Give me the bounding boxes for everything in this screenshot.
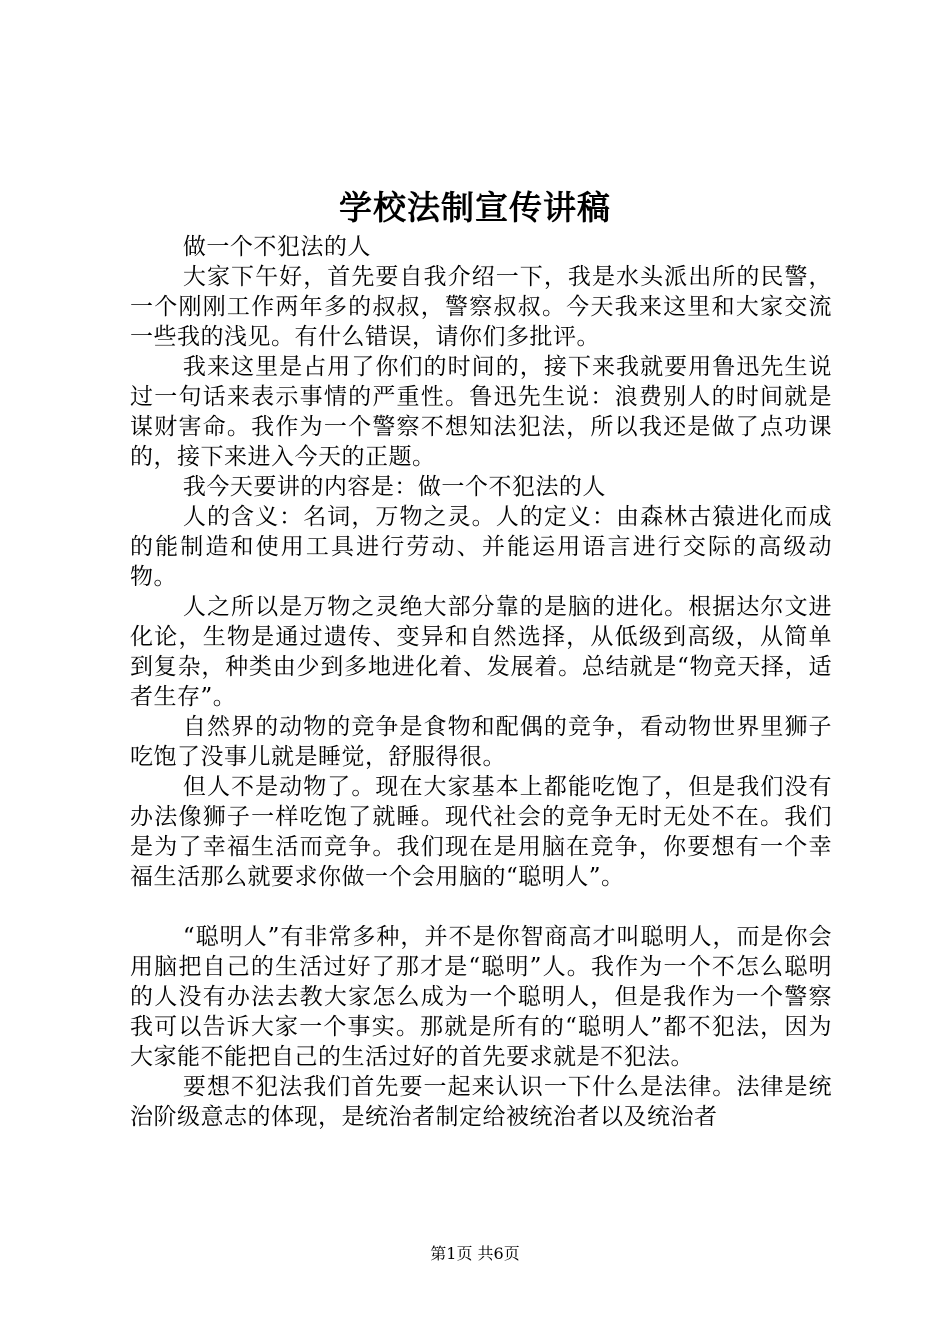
document-body xyxy=(130,232,832,1132)
paragraph: 但人不是动物了。现在大家基本上都能吃饱了，但是我们没有办法像狮子一样吃饱了就睡。现代社会的竞争无时无处不在。我们是为了幸福生活而竞争。我们现在是用脑在竞争，你要想有一个幸福生活那么就要求你做一个会用脑的“聪明人”。 xyxy=(130,774,832,890)
paragraph: “聪明人”有非常多种，并不是你智商高才叫聪明人，而是你会用脑把自己的生活过好了那才是“聪明”人。我作为一个不怎么聪明的人没有办法去教大家怎么成为一个聪明人，但是我作为一个警察我可以告诉大家一个事实。那就是所有的“聪明人”都不犯法，因为大家能不能把自己的生活过好的首先要求就是不犯法。 xyxy=(130,924,832,1070)
paragraph: 要想不犯法我们首先要一起来认识一下什么是法律。法律是统治阶级意志的体现，是统治者制定给被统治者以及统治者 xyxy=(130,1074,832,1130)
page-number: 第1页 共6页 xyxy=(430,1244,520,1263)
paragraph: 我今天要讲的内容是：做一个不犯法的人 xyxy=(182,474,606,500)
paragraph: 自然界的动物的竞争是食物和配偶的竞争，看动物世界里狮子吃饱了没事儿就是睡觉，舒服得很。 xyxy=(130,714,832,770)
paragraph: 我来这里是占用了你们的时间的，接下来我就要用鲁迅先生说过一句话来表示事情的严重性。鲁迅先生说：浪费别人的时间就是谋财害命。我作为一个警察不想知法犯法，所以我还是做了点功课的，接下来进入今天的正题。 xyxy=(130,354,832,470)
document-title: 学校法制宣传讲稿 xyxy=(339,188,611,227)
paragraph: 人之所以是万物之灵绝大部分靠的是脑的进化。根据达尔文进化论，生物是通过遗传、变异和自然选择，从低级到高级，从简单到复杂，种类由少到多地进化着、发展着。总结就是“物竞天择，适者生存”。 xyxy=(130,594,832,710)
paragraph: 大家下午好，首先要自我介绍一下，我是水头派出所的民警，一个刚刚工作两年多的叔叔，警察叔叔。今天我来这里和大家交流一些我的浅见。有什么错误，请你们多批评。 xyxy=(130,264,832,350)
paragraph-subtitle: 做一个不犯法的人 xyxy=(182,234,371,260)
paragraph: 人的含义：名词，万物之灵。人的定义：由森林古猿进化而成的能制造和使用工具进行劳动、并能运用语言进行交际的高级动物。 xyxy=(130,504,832,590)
